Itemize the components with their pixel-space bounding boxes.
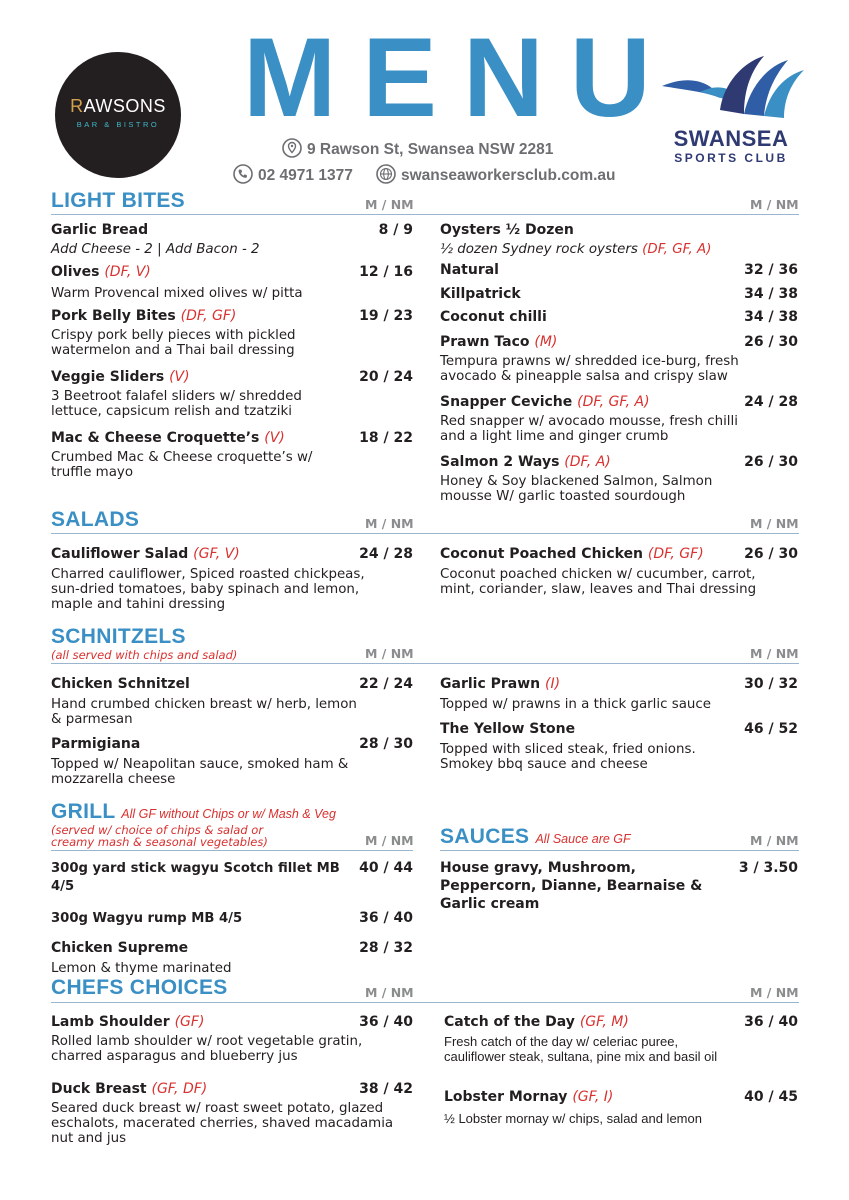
section-subtitle: (served w/ choice of chips & salad or creamy mash & seasonal vegetables) <box>51 823 268 849</box>
globe-icon <box>376 164 396 184</box>
item-price: 40 / 45 <box>744 1089 798 1105</box>
section-divider <box>51 214 799 215</box>
item-description: Lemon & thyme marinated <box>51 961 232 976</box>
item-name: Natural <box>440 262 499 278</box>
item-description: Fresh catch of the day w/ celeriac puree, cauliflower steak, sultana, pine mix and basil oil <box>444 1034 718 1064</box>
item-price: 38 / 42 <box>359 1081 413 1097</box>
menu-item <box>51 939 413 976</box>
menu-item <box>440 221 798 257</box>
item-description: Topped w/ Neapolitan sauce, smoked ham & mozzarella cheese <box>51 757 349 787</box>
mnm-label: M / NM <box>750 833 799 848</box>
item-name: Garlic Prawn (I) <box>440 676 561 692</box>
menu-item <box>51 909 413 928</box>
item-name: Chicken Schnitzel <box>51 676 190 692</box>
menu-item <box>440 393 798 444</box>
grill-column <box>51 859 413 976</box>
item-price: 19 / 23 <box>359 308 413 324</box>
salads-left-column <box>51 545 413 612</box>
section-note: All Sauce are GF <box>535 832 631 846</box>
mnm-label: M / NM <box>365 833 414 848</box>
item-price: 22 / 24 <box>359 676 413 692</box>
item-price: 28 / 32 <box>359 940 413 956</box>
section-title-light-bites: LIGHT BITES <box>51 189 185 212</box>
section-title-sauces: SAUCES All Sauce are GF <box>440 825 631 848</box>
menu-item <box>440 675 798 712</box>
item-name: Oysters ½ Dozen <box>440 222 574 238</box>
item-price: 26 / 30 <box>744 334 798 350</box>
item-name: Parmigiana <box>51 736 141 752</box>
item-name: Garlic Bread <box>51 222 149 238</box>
chefs-choices-left-column <box>51 1013 413 1146</box>
item-price: 24 / 28 <box>359 546 413 562</box>
item-name: Veggie Sliders (V) <box>51 369 190 385</box>
website <box>376 164 616 185</box>
swansea-wave-icon <box>660 52 806 128</box>
menu-item <box>51 1013 413 1064</box>
mnm-label: M / NM <box>750 646 799 661</box>
item-price: 34 / 38 <box>744 309 798 325</box>
section-title-chefs-choices: CHEFS CHOICES <box>51 976 228 999</box>
item-description: Warm Provencal mixed olives w/ pitta <box>51 286 303 301</box>
item-name: Coconut Poached Chicken (DF, GF) <box>440 546 704 562</box>
phone-icon <box>233 164 253 184</box>
item-name: Killpatrick <box>440 286 521 302</box>
item-price: 36 / 40 <box>744 1014 798 1030</box>
item-description: 3 Beetroot falafel sliders w/ shredded lettuce, capsicum relish and tzatziki <box>51 389 302 419</box>
item-description: Add Cheese - 2 | Add Bacon - 2 <box>51 242 260 257</box>
item-price: 36 / 40 <box>359 1014 413 1030</box>
section-note: All GF without Chips or w/ Mash & Veg <box>121 807 336 821</box>
item-price: 8 / 9 <box>378 222 413 238</box>
website-text: swanseaworkersclub.com.au <box>401 167 616 184</box>
mnm-label: M / NM <box>365 516 414 531</box>
item-price: 36 / 40 <box>359 910 413 926</box>
item-description: ½ Lobster mornay w/ chips, salad and lemon <box>444 1111 702 1126</box>
item-name: Lamb Shoulder (GF) <box>51 1014 205 1030</box>
menu-item <box>51 429 413 480</box>
item-price: 3 / 3.50 <box>738 860 798 876</box>
item-description: Seared duck breast w/ roast sweet potato, glazed eschalots, macerated cherries, shaved macadamia nut and jus <box>51 1101 394 1146</box>
item-price: 30 / 32 <box>744 676 798 692</box>
item-description: Red snapper w/ avocado mousse, fresh chilli and a light lime and ginger crumb <box>440 414 738 444</box>
phone-text: 02 4971 1377 <box>258 167 353 184</box>
item-name: Catch of the Day (GF, M) <box>444 1014 629 1030</box>
section-divider <box>51 533 799 534</box>
menu-item <box>51 307 413 358</box>
menu-item <box>440 453 798 504</box>
item-name: Olives (DF, V) <box>51 264 151 280</box>
item-name: The Yellow Stone <box>440 721 576 737</box>
menu-item <box>51 221 413 257</box>
menu-item <box>51 368 413 419</box>
section-divider <box>51 850 413 851</box>
menu-item <box>440 859 798 913</box>
section-title-schnitzels: SCHNITZELS <box>51 625 186 648</box>
item-price: 32 / 36 <box>744 262 798 278</box>
mnm-label: M / NM <box>750 197 799 212</box>
menu-item <box>440 285 798 303</box>
section-title-salads: SALADS <box>51 508 140 531</box>
item-price: 46 / 52 <box>744 721 798 737</box>
item-name: Chicken Supreme <box>51 940 189 956</box>
item-name: Prawn Taco (M) <box>440 334 558 350</box>
address <box>282 138 553 159</box>
item-price: 12 / 16 <box>359 264 413 280</box>
item-name: Duck Breast (GF, DF) <box>51 1081 208 1097</box>
item-description: ½ dozen Sydney rock oysters (DF, GF, A) <box>440 242 712 257</box>
section-divider <box>440 850 799 851</box>
item-description: Rolled lamb shoulder w/ root vegetable gratin, charred asparagus and blueberry jus <box>51 1034 363 1064</box>
item-description: Crumbed Mac & Cheese croquette’s w/ truffle mayo <box>51 450 313 480</box>
mnm-label: M / NM <box>365 646 414 661</box>
mnm-label: M / NM <box>365 985 414 1000</box>
item-description: Topped w/ prawns in a thick garlic sauce <box>440 697 711 712</box>
menu-item <box>51 675 413 727</box>
item-name: Mac & Cheese Croquette’s (V) <box>51 430 285 446</box>
item-name: 300g yard stick wagyu Scotch fillet MB 4/5 <box>51 861 340 894</box>
item-name: Salmon 2 Ways (DF, A) <box>440 454 611 470</box>
club-name: SWANSEA <box>673 126 789 151</box>
item-name: Lobster Mornay (GF, I) <box>444 1089 614 1105</box>
item-description: Honey & Soy blackened Salmon, Salmon mousse W/ garlic toasted sourdough <box>440 474 713 504</box>
item-description: Tempura prawns w/ shredded ice-burg, fresh avocado & pineapple salsa and crispy slaw <box>440 354 739 384</box>
light-bites-left-column <box>51 221 413 480</box>
item-name: 300g Wagyu rump MB 4/5 <box>51 911 243 926</box>
item-price: 26 / 30 <box>744 454 798 470</box>
section-divider <box>51 663 799 664</box>
menu-item <box>51 1080 413 1146</box>
item-price: 34 / 38 <box>744 286 798 302</box>
mnm-label: M / NM <box>750 985 799 1000</box>
item-description: Hand crumbed chicken breast w/ herb, lemon & parmesan <box>51 697 357 727</box>
section-subtitle: (all served with chips and salad) <box>51 648 238 662</box>
club-sub: SPORTS CLUB <box>674 151 788 165</box>
mnm-label: M / NM <box>750 516 799 531</box>
salads-right-column <box>440 545 798 597</box>
schnitzels-left-column <box>51 675 413 787</box>
item-description: Charred cauliflower, Spiced roasted chickpeas, sun-dried tomatoes, baby spinach and lemon, maple and tahini dressing <box>51 567 365 612</box>
menu-item <box>440 308 798 326</box>
location-pin-icon <box>282 138 302 158</box>
schnitzels-right-column <box>440 675 798 772</box>
item-name: Coconut chilli <box>440 309 547 325</box>
menu-item <box>440 720 798 772</box>
menu-item <box>440 333 798 384</box>
menu-item <box>440 545 798 597</box>
menu-item <box>51 263 413 301</box>
section-divider <box>51 1002 799 1003</box>
menu-item <box>51 859 413 896</box>
rawsons-logo-sub: BAR & BISTRO <box>76 120 160 129</box>
item-name: Cauliflower Salad (GF, V) <box>51 546 240 562</box>
page-title: MENU <box>243 15 677 140</box>
menu-item <box>51 545 413 612</box>
item-name: Snapper Ceviche (DF, GF, A) <box>440 394 650 410</box>
item-description: Topped with sliced steak, fried onions. Smokey bbq sauce and cheese <box>440 742 696 772</box>
menu-item <box>440 261 798 279</box>
item-price: 24 / 28 <box>744 394 798 410</box>
menu-item <box>51 735 413 787</box>
item-price: 18 / 22 <box>359 430 413 446</box>
mnm-label: M / NM <box>365 197 414 212</box>
item-description: Crispy pork belly pieces with pickled watermelon and a Thai bail dressing <box>51 328 296 358</box>
item-description: Coconut poached chicken w/ cucumber, carrot, mint, coriander, slaw, leaves and Thai dressing <box>440 567 757 597</box>
item-price: 26 / 30 <box>744 546 798 562</box>
menu-item <box>444 1013 798 1064</box>
item-name: Pork Belly Bites (DF, GF) <box>51 308 237 324</box>
address-text: 9 Rawson St, Swansea NSW 2281 <box>307 141 554 158</box>
item-price: 20 / 24 <box>359 369 413 385</box>
item-name: House gravy, Mushroom, Peppercorn, Dianne, Bearnaise & Garlic cream <box>440 860 703 912</box>
rawsons-logo-name: RAWSONS <box>70 96 166 116</box>
phone <box>233 164 353 185</box>
menu-item <box>444 1088 798 1126</box>
item-price: 40 / 44 <box>359 860 413 876</box>
item-price: 28 / 30 <box>359 736 413 752</box>
light-bites-right-column <box>440 221 798 504</box>
sauces-column <box>440 859 798 913</box>
chefs-choices-right-column <box>444 1013 798 1126</box>
section-title-grill: GRILL All GF without Chips or w/ Mash & Veg <box>51 800 336 823</box>
